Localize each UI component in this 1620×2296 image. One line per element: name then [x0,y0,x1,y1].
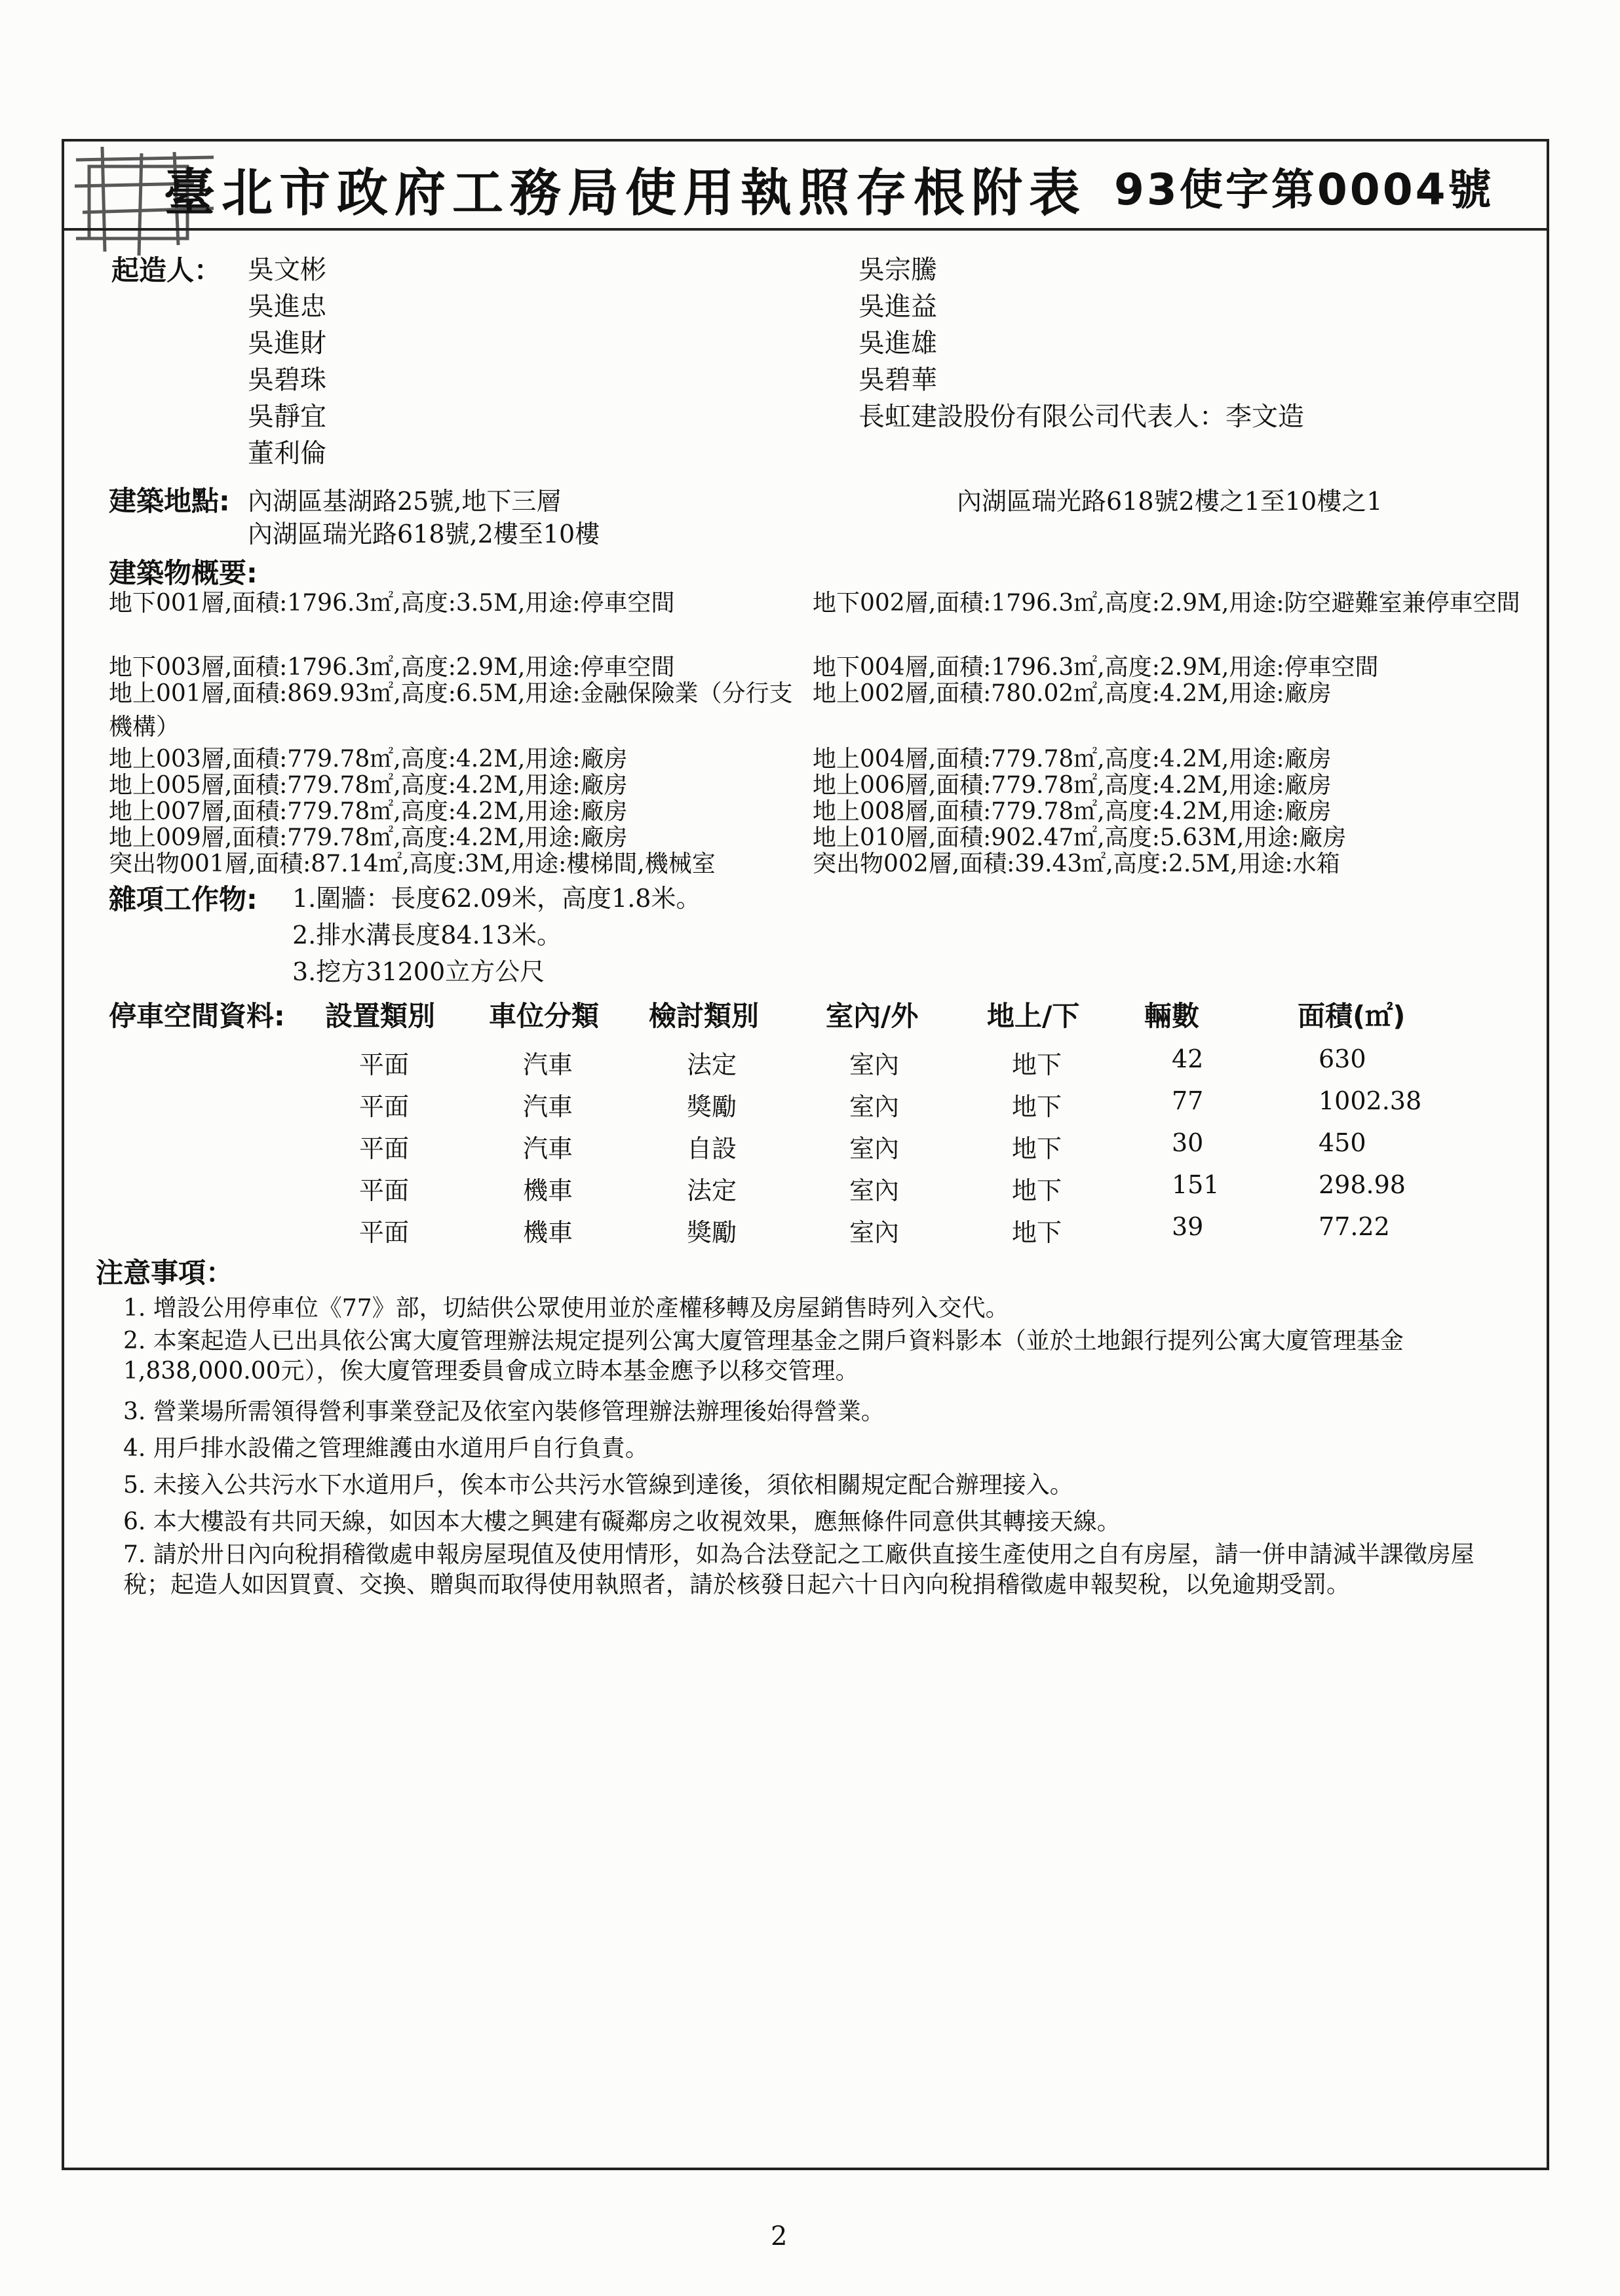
applicant-name: 吳進益 [858,292,937,322]
parking-cell: 151 [1172,1170,1220,1199]
overview-label: 建築物概要: [109,557,258,589]
permit-number: 93使字第0004號 [1114,164,1494,215]
parking-header: 室內/外 [826,1000,919,1032]
parking-cell: 室內 [849,1050,900,1079]
floor-row: 地上001層,面積:869.93㎡,高度:6.5M,用途:金融保險業（分行支機構） [109,680,793,740]
note-item: 6. 本大樓設有共同天線，如因本大樓之興建有礙鄰房之收視效果，應無條件同意供其轉接天線。 [123,1508,1121,1535]
floor-row: 地上006層,面積:779.78㎡,高度:4.2M,用途:廠房 [813,772,1332,799]
parking-cell: 平面 [359,1176,410,1205]
misc-work-item: 1.圍牆：長度62.09米，高度1.8米。 [292,884,701,913]
misc-work-item: 2.排水溝長度84.13米。 [292,921,562,949]
notes-label: 注意事項： [96,1257,234,1289]
parking-cell: 地下 [1012,1092,1062,1121]
applicant-name: 吳宗騰 [858,255,937,285]
floor-row: 突出物002層,面積:39.43㎡,高度:2.5M,用途:水箱 [813,851,1340,877]
floor-row: 地上002層,面積:780.02㎡,高度:4.2M,用途:廠房 [813,680,1332,707]
parking-cell: 42 [1172,1044,1204,1073]
applicant-name: 吳進財 [248,328,326,358]
floor-row: 地上010層,面積:902.47㎡,高度:5.63M,用途:廠房 [813,824,1347,851]
applicant-name: 吳文彬 [248,255,326,285]
parking-cell: 平面 [359,1218,410,1247]
parking-cell: 機車 [523,1176,573,1205]
parking-cell: 汽車 [523,1050,573,1079]
page-title: 臺北市政府工務局使用執照存根附表 [164,164,1087,223]
applicant-company: 長虹建設股份有限公司代表人：李文造 [858,402,1304,432]
parking-cell: 室內 [849,1218,900,1247]
floor-row: 地上008層,面積:779.78㎡,高度:4.2M,用途:廠房 [813,798,1332,825]
page-number: 2 [771,2221,788,2251]
note-item: 7. 請於卅日內向稅捐稽徵處申報房屋現值及使用情形，如為合法登記之工廠供直接生產使用之自有房屋，請一併申請減半課徵房屋稅；起造人如因買賣、交換、贈與而取得使用執照者，請於核發日起六十日內向稅捐稽徵處申報契稅，以免逾期受罰。 [123,1541,1475,1598]
note-item: 5. 未接入公共污水下水道用戶，俟本市公共污水管線到達後，須依相關規定配合辦理接入。 [123,1472,1073,1499]
parking-header: 設置類別 [325,1000,436,1032]
applicant-name: 董利倫 [248,438,326,469]
parking-cell: 450 [1319,1128,1366,1157]
floor-row: 地下001層,面積:1796.3㎡,高度:3.5M,用途:停車空間 [109,590,675,617]
floor-row: 地下002層,面積:1796.3㎡,高度:2.9M,用途:防空避難室兼停車空間 [813,590,1520,617]
applicant-name: 吳碧珠 [248,365,326,395]
parking-header: 面積(㎡) [1298,1000,1406,1032]
parking-header: 地上/下 [987,1000,1080,1032]
parking-cell: 法定 [687,1176,737,1205]
site-address: 內湖區瑞光路618號2樓之1至10樓之1 [957,487,1383,516]
parking-cell: 39 [1172,1212,1204,1241]
parking-cell: 法定 [687,1050,737,1079]
parking-header: 輛數 [1144,1000,1200,1032]
floor-row: 突出物001層,面積:87.14㎡,高度:3M,用途:樓梯間,機械室 [109,851,716,877]
misc-works-label: 雜項工作物: [109,883,258,915]
parking-header: 車位分類 [489,1000,600,1032]
floor-row: 地上004層,面積:779.78㎡,高度:4.2M,用途:廠房 [813,746,1332,773]
applicant-name: 吳進雄 [858,328,937,358]
parking-cell: 1002.38 [1319,1086,1422,1115]
note-item: 1. 增設公用停車位《77》部，切結供公眾使用並於產權移轉及房屋銷售時列入交代。 [123,1295,1009,1322]
parking-cell: 298.98 [1319,1170,1406,1199]
note-item: 3. 營業場所需領得營利事業登記及依室內裝修管理辦法辦理後始得營業。 [123,1398,885,1425]
site-address: 內湖區瑞光路618號,2樓至10樓 [248,520,600,548]
parking-cell: 室內 [849,1134,900,1163]
parking-cell: 獎勵 [687,1092,737,1121]
parking-cell: 平面 [359,1134,410,1163]
parking-cell: 機車 [523,1218,573,1247]
parking-cell: 自設 [687,1134,737,1163]
parking-cell: 平面 [359,1092,410,1121]
parking-cell: 汽車 [523,1092,573,1121]
parking-cell: 室內 [849,1092,900,1121]
misc-work-item: 3.挖方31200立方公尺 [292,957,545,986]
parking-cell: 30 [1172,1128,1204,1157]
floor-row: 地上003層,面積:779.78㎡,高度:4.2M,用途:廠房 [109,746,628,773]
site-label: 建築地點: [109,485,230,517]
applicants-label: 起造人： [111,254,222,286]
applicant-name: 吳進忠 [248,292,326,322]
parking-cell: 汽車 [523,1134,573,1163]
parking-cell: 630 [1319,1044,1366,1073]
floor-row: 地下004層,面積:1796.3㎡,高度:2.9M,用途:停車空間 [813,654,1379,681]
applicant-name: 吳碧華 [858,365,937,395]
parking-header: 檢討類別 [649,1000,760,1032]
parking-cell: 平面 [359,1050,410,1079]
note-item: 4. 用戶排水設備之管理維護由水道用戶自行負責。 [123,1435,649,1462]
parking-cell: 77.22 [1319,1212,1390,1241]
parking-cell: 地下 [1012,1134,1062,1163]
note-item: 2. 本案起造人已出具依公寓大廈管理辦法規定提列公寓大廈管理基金之開戶資料影本（並於土地銀行提列公寓大廈管理基金1,838,000.00元），俟大廈管理委員會成立時本基金應予以移交管理。 [123,1328,1404,1385]
floor-row: 地上007層,面積:779.78㎡,高度:4.2M,用途:廠房 [109,798,628,825]
site-address: 內湖區基湖路25號,地下三層 [248,487,562,516]
parking-cell: 77 [1172,1086,1204,1115]
parking-cell: 室內 [849,1176,900,1205]
floor-row: 地上005層,面積:779.78㎡,高度:4.2M,用途:廠房 [109,772,628,799]
parking-cell: 地下 [1012,1050,1062,1079]
floor-row: 地下003層,面積:1796.3㎡,高度:2.9M,用途:停車空間 [109,654,675,681]
applicant-name: 吳靜宜 [248,402,326,432]
parking-cell: 獎勵 [687,1218,737,1247]
parking-cell: 地下 [1012,1218,1062,1247]
floor-row: 地上009層,面積:779.78㎡,高度:4.2M,用途:廠房 [109,824,628,851]
parking-cell: 地下 [1012,1176,1062,1205]
parking-label: 停車空間資料: [109,1000,285,1032]
